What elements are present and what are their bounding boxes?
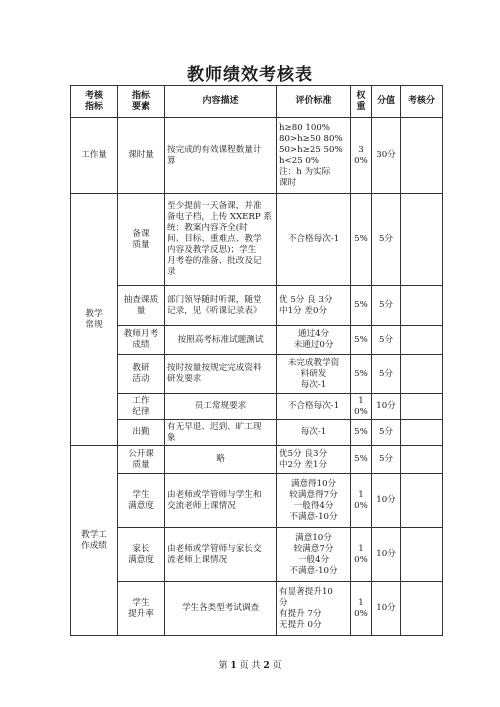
row-content: 至少提前一天备课，并准 备电子档，上传 XXERP 系 统：教案内容齐全(时 间、目标、重难点、教学 内容及教学反思)；学生 月考卷的准备、批改及记 录 [165, 194, 277, 286]
table-row [71, 355, 443, 394]
footer-total-pages: 2 [263, 661, 270, 671]
row-weight: 5% [351, 326, 372, 355]
row-weight: 10% [351, 474, 372, 528]
row-exam-score[interactable] [401, 355, 443, 394]
row-exam-score[interactable] [401, 446, 443, 474]
row-element: 出勤 [118, 420, 165, 446]
header-score: 分值 [372, 86, 401, 118]
assessment-table [70, 85, 443, 636]
row-standard: 优 5分 良 3分 中1分 差0分 [277, 286, 351, 326]
table-header-row [71, 86, 443, 118]
row-standard: h≥80 100% 80>h≥50 80% 50>h≥25 50% h<25 0% 注：h 为实际 课时 [277, 118, 351, 194]
row-element: 备课 质量 [118, 194, 165, 286]
table-row [71, 194, 443, 286]
group-workload: 工作量 [71, 118, 118, 194]
row-exam-score[interactable] [401, 326, 443, 355]
row-element: 公开课 质量 [118, 446, 165, 474]
row-weight: 5% [351, 420, 372, 446]
row-exam-score[interactable] [401, 420, 443, 446]
row-exam-score[interactable] [401, 394, 443, 420]
page-footer [0, 658, 500, 671]
row-element: 学生 提升率 [118, 582, 165, 636]
table-row [71, 118, 443, 194]
row-weight: 10% [351, 582, 372, 636]
row-exam-score[interactable] [401, 474, 443, 528]
row-exam-score[interactable] [401, 194, 443, 286]
row-standard: 不合格每次-1 [277, 394, 351, 420]
row-score: 10分 [372, 394, 401, 420]
header-exam-score: 考核分 [401, 86, 443, 118]
row-weight: 30% [351, 118, 372, 194]
header-indicator: 考核 指标 [71, 86, 118, 118]
row-score: 5分 [372, 355, 401, 394]
table-row [71, 446, 443, 474]
row-score: 5分 [372, 446, 401, 474]
row-content: 员工常规要求 [165, 394, 277, 420]
row-weight: 5% [351, 194, 372, 286]
row-standard: 优5分 良3分 中2分 差1分 [277, 446, 351, 474]
row-content: 有无早退、迟到、旷工现 象 [165, 420, 277, 446]
footer-middle: 页 共 [239, 661, 261, 671]
row-standard: 有显著提升10 分 有提升 7分 无提升 0分 [277, 582, 351, 636]
row-element: 学生 满意度 [118, 474, 165, 528]
row-content: 按完成的有效课程数量计 算 [165, 118, 277, 194]
row-score: 5分 [372, 326, 401, 355]
row-weight: 10% [351, 394, 372, 420]
row-exam-score[interactable] [401, 118, 443, 194]
row-element: 抽查课质 量 [118, 286, 165, 326]
row-element: 家长 满意度 [118, 528, 165, 582]
row-content: 部门领导随时听课，随堂 记录，见《听课记录表》 [165, 286, 277, 326]
table-row [71, 394, 443, 420]
table-row [71, 582, 443, 636]
table-row [71, 528, 443, 582]
row-exam-score[interactable] [401, 286, 443, 326]
row-element: 教师月考 成绩 [118, 326, 165, 355]
row-weight: 5% [351, 446, 372, 474]
row-standard: 通过4分 未通过0分 [277, 326, 351, 355]
header-standard: 评价标准 [277, 86, 351, 118]
table-row [71, 286, 443, 326]
row-content: 略 [165, 446, 277, 474]
table-row [71, 326, 443, 355]
row-standard: 未完成教学资 料研发 每次-1 [277, 355, 351, 394]
row-score: 5分 [372, 420, 401, 446]
footer-suffix: 页 [272, 661, 282, 671]
row-standard: 不合格每次-1 [277, 194, 351, 286]
row-exam-score[interactable] [401, 528, 443, 582]
row-score: 10分 [372, 528, 401, 582]
row-content: 学生各类型考试调查 [165, 582, 277, 636]
row-standard: 每次-1 [277, 420, 351, 446]
row-element: 课时量 [118, 118, 165, 194]
header-weight: 权 重 [351, 86, 372, 118]
row-element: 工作 纪律 [118, 394, 165, 420]
row-weight: 5% [351, 355, 372, 394]
group-result: 教学工 作成绩 [71, 446, 118, 636]
row-standard: 满意得10分 较满意得7分 一般得4分 不满意-10分 [277, 474, 351, 528]
group-routine: 教学 常规 [71, 194, 118, 446]
row-content: 由老师或学管师与学生和 交流老师上课情况 [165, 474, 277, 528]
row-score: 5分 [372, 286, 401, 326]
row-score: 10分 [372, 474, 401, 528]
table-row [71, 474, 443, 528]
header-content: 内容描述 [165, 86, 277, 118]
row-standard: 满意10分 较满意7分 一般4分 不满意-10分 [277, 528, 351, 582]
header-element: 指标 要素 [118, 86, 165, 118]
row-content: 按照高考标准试题测试 [165, 326, 277, 355]
row-content: 按时按量按规定完成资料 研发要求 [165, 355, 277, 394]
row-weight: 5% [351, 286, 372, 326]
footer-page-number: 1 [230, 661, 237, 671]
row-element: 教研 活动 [118, 355, 165, 394]
row-weight: 10% [351, 528, 372, 582]
page-title: 教师绩效考核表 [187, 65, 313, 85]
footer-prefix: 第 [218, 661, 228, 671]
row-exam-score[interactable] [401, 582, 443, 636]
row-score: 30分 [372, 118, 401, 194]
row-score: 5分 [372, 194, 401, 286]
row-score: 10分 [372, 582, 401, 636]
row-content: 由老师或学管师与家长交 流老师上课情况 [165, 528, 277, 582]
table-row [71, 420, 443, 446]
